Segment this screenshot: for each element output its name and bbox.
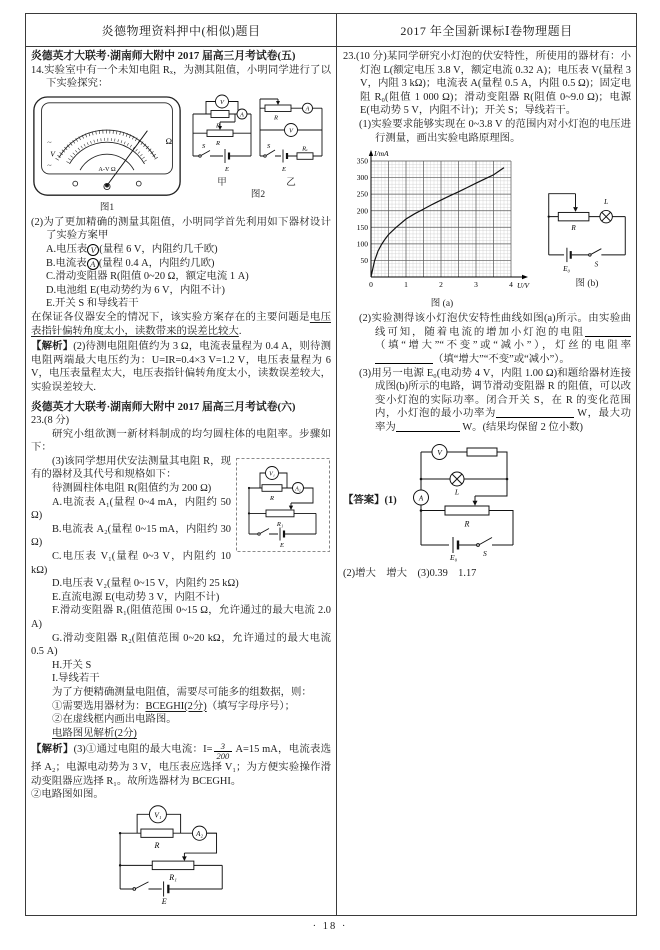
item-r1: F.滑动变阻器 R₁(阻值范围 0~15 Ω，允许通过的最大电流 2.0 A) (31, 605, 331, 630)
selection-blank: ①需要选用器材为：BCEGHI(2分)（填写字母序号）； (52, 700, 296, 712)
question-23-intro: 研究小组欲测一新材料制成的均匀圆柱体的电阻率。步骤如下： (31, 428, 331, 454)
draw-circuit-answer: 电路图见解析(2分) (52, 727, 137, 739)
circuit-yi (255, 94, 327, 189)
figure-a-caption: 图 (a) (430, 299, 454, 310)
circuit-jia-drawing (189, 94, 255, 178)
svg-text:I/mA: I/mA (374, 149, 389, 159)
resistor-r-label: R (154, 840, 160, 850)
answer-label: 【答案】(1) (343, 494, 397, 506)
volt-scale-label: V (50, 149, 55, 159)
question-part-3: (3)用另一电源 E₀(电动势 4 V，内阻 1.00 Ω)和题给器材连接成图(b)所示的电路，调节滑动变阻器 R 的阻值，可以改变小灯泡的实际功率。闭合开关 S，在 R 的变化范围内，小灯泡的最小功率为 W，最大功率为 W。(结果均保留 2 位小数) (359, 367, 632, 433)
battery-e-label: E (161, 897, 167, 906)
item-r2: G.滑动变阻器 R₂(阻值范围 0~20 kΩ，允许通过的最大电流 0.5 A) (31, 632, 331, 658)
ohm-scale-label: Ω (165, 135, 173, 146)
dashed-circuit-drawing (235, 457, 331, 554)
final-answers: (2)增大 增大 (3)0.39 1.17 (343, 567, 477, 579)
blank-resistance (585, 326, 631, 337)
svg-text:250: 250 (356, 189, 368, 199)
battery-label: E (225, 165, 229, 173)
iv-curve-figure (343, 148, 541, 310)
svg-text:200: 200 (356, 206, 368, 216)
answer-circuit-drawing (405, 439, 523, 563)
rheostat-label: R (274, 114, 278, 122)
requirement-line: 为了方便精确测量电阻值，需要尽可能多的组数据，则： (52, 686, 312, 698)
question-23-2017: 23.(10 分)某同学研究小灯泡的伏安特性，所使用的器材有：小灯泡 L(额定电压 3.8 V，额定电流 0.32 A)；电压表 V(量程 3 V，内阻 3 kΩ)；电流表 A(量程 0.5 A，内阻 0.5 Ω)；固定电阻 R₀(阻值 1 000 Ω)；滑动变阻器 R(阻值 0~9.0 Ω)；电源 E(电动势 5 V，内阻不计)；开关 S；导线若干。 (343, 51, 631, 117)
ac-symbol: ~ (47, 137, 52, 147)
switch-s-label: S (483, 548, 487, 558)
solution-circuit-figure (99, 802, 331, 906)
question-14-2: (2)为了更加精确的测量其阻值，小明同学首先利用如下器材设计了实验方案甲 (31, 216, 331, 242)
question-23-3-block (31, 455, 331, 740)
ammeter-symbol: A (418, 494, 424, 502)
ac-symbol-2: ~ (47, 160, 52, 170)
lamp-l-label: L (454, 487, 460, 496)
left-column (26, 47, 337, 915)
figure-2 (189, 94, 327, 201)
dashed-frame-circuit (235, 457, 331, 554)
svg-text:1: 1 (404, 280, 408, 290)
multimeter-figure (31, 94, 183, 214)
ammeter-symbol: A (240, 112, 244, 119)
circuit-yi-drawing (255, 94, 327, 178)
exam-title-6: 炎德英才大联考·湖南师大附中 2017 届高三月考试卷(六) (31, 400, 296, 413)
voltmeter-symbol: V (220, 98, 224, 106)
voltmeter-v1-symbol: V₁ (154, 810, 162, 820)
svg-text:100: 100 (356, 239, 368, 249)
voltmeter-v1-symbol: V₁ (269, 471, 275, 478)
svg-text:350: 350 (356, 156, 368, 166)
ammeter-symbol: A (305, 106, 310, 113)
iv-curve-chart (343, 148, 541, 298)
circled-ammeter-symbol: A (87, 258, 99, 270)
blank-max-power (396, 421, 460, 432)
analysis-2b: ②电路图如图。 (31, 789, 104, 801)
svg-text:0: 0 (369, 280, 373, 290)
switch-label: S (267, 142, 271, 150)
circuit-b-drawing (543, 184, 631, 278)
answer-underlined: 电压表指针偏转角度太小，读数带来的误差比较大 (31, 311, 332, 337)
header-cell-right: 2017 年全国新课标Ⅰ卷物理题目 (400, 23, 573, 38)
right-column (337, 47, 636, 915)
figure-row-right (343, 148, 631, 310)
resistor-r-label: R (270, 494, 274, 502)
circuit-jia (189, 94, 255, 189)
comparison-table (25, 13, 637, 916)
figure-2-caption: 图2 (250, 189, 266, 200)
ammeter-a2-symbol: A₂ (196, 830, 203, 839)
circled-voltmeter-symbol: V (87, 244, 99, 256)
page-number: · 18 · (312, 921, 348, 932)
item-v1: C.电压表 V₁(量程 0~3 V，内阻约 10 kΩ) (31, 551, 231, 576)
item-wires: I.导线若干 (52, 673, 100, 685)
battery-e0-label: E₀ (450, 552, 458, 562)
switch-label: S (202, 142, 206, 150)
ammeter-a2-symbol: A₂ (295, 486, 301, 493)
apparatus-item-a: A.电压表 V (量程 6 V，内阻约几千欧) (46, 243, 218, 255)
battery-label: E (282, 165, 286, 173)
svg-text:4: 4 (509, 280, 513, 290)
battery-e-label: E (280, 541, 284, 549)
circuit-yi-caption: 乙 (286, 177, 296, 188)
switch-s-label: S (594, 260, 599, 269)
svg-text:50: 50 (360, 256, 368, 266)
rheostat-r1-label: R₁ (276, 520, 284, 528)
voltmeter-symbol: V (437, 447, 442, 457)
exam-title-5: 炎德英才大联考·湖南师大附中 2017 届高三月考试卷(五) (31, 50, 296, 62)
item-v2: D.电压表 V₂(量程 0~15 V，内阻约 25 kΩ) (52, 578, 239, 590)
fraction-3-200: $\frac{3}{200}$ (214, 742, 233, 761)
analysis-2: 【解析】(3)①通过电阻的最大电流：I= $\frac{3}{200}$ A=15 mA，电流表选择 A₂；电源电动势为 3 V，电压表应选择 V₁；为方便实验操作滑动变阻器应选择 R₁。故所选器材为 BCEGHI。 (31, 741, 332, 787)
item-r: 待测圆柱体电阻 R(阻值约为 200 Ω) (52, 483, 212, 495)
circuit-jia-caption: 甲 (217, 177, 227, 188)
item-e: E.直流电源 E(电动势 3 V，内阻不计) (52, 591, 220, 603)
apparatus-item-c: C.滑动变阻器 R(阻值 0~20 Ω，额定电流 1 A) (46, 271, 249, 283)
draw-circuit-line: ②在虚线框内画出电路图。 (52, 714, 177, 726)
apparatus-item-b: B.电流表 A (量程 0.4 A，内阻约几欧) (46, 257, 215, 269)
figure-b-caption: 图 (b) (575, 279, 599, 290)
rheostat-label: R (216, 139, 220, 147)
apparatus-item-d: D.电池组 E(电动势约为 6 V，内阻不计) (46, 284, 225, 296)
problem-statement: 在保证各仪器安全的情况下，该实验方案存在的主要问题是电压表指针偏转角度太小，读数带来的误差比较大. (31, 311, 332, 337)
question-part-1: (1)实验要求能够实现在 0~3.8 V 的范围内对小灯泡的电压进行测量，画出实验电路原理图。 (359, 118, 631, 144)
meter-needle (107, 130, 147, 185)
selection-answer: BCEGHI(2分) (145, 700, 207, 712)
item-a2: B.电流表 A₂(量程 0~15 mA，内阻约 30 Ω) (31, 523, 231, 549)
analysis-1: 【解析】(2)待测电阻阻值约为 3 Ω，电流表量程为 0.4 A，则待测电阻两端最大电压约为：U=IR=0.4×3 V=1.2 V，电压表量程为 6 V，电压表量程太大，电压表指针偏转角度太小，读数误差较大，实验误差较大. (31, 341, 331, 393)
svg-text:U/V: U/V (517, 281, 530, 291)
rheostat-r1-label: R₁ (169, 872, 177, 882)
rx-label: Rₓ (302, 145, 308, 153)
svg-text:3: 3 (474, 280, 478, 290)
circuit-b-figure (543, 184, 631, 290)
question-23-head: 23.(8 分) (31, 415, 70, 427)
rheostat-r-label: R (571, 224, 576, 233)
figure-row-1 (31, 94, 331, 214)
question-23-3: (3)该同学想用伏安法测量其电阻 R，现有的器材及其代号和规格如下： (31, 455, 231, 481)
item-a1: A.电流表 A₁(量程 0~4 mA，内阻约 50 Ω) (31, 496, 231, 522)
voltmeter-symbol: V (289, 127, 293, 135)
multimeter-drawing (31, 94, 183, 202)
question-14: 14.实验室中有一个未知电阻 Rₓ，为测其阻值，小明同学进行了以下实验探究： (31, 64, 331, 90)
solution-circuit-drawing (99, 802, 249, 906)
apparatus-item-e: E.开关 S 和导线若干 (46, 298, 139, 310)
header-cell-left: 炎德物理资料押中(相似)题目 (26, 14, 337, 46)
av-ohm-label: A-V Ω (98, 165, 116, 173)
rheostat-r-label: R (464, 519, 470, 528)
figure-1-caption: 图1 (99, 202, 115, 213)
rx-label: Rₓ (216, 122, 222, 130)
table-body (26, 47, 636, 915)
svg-text:150: 150 (356, 223, 368, 233)
battery-e0-label: E₀ (563, 265, 570, 274)
question-part-2: (2)实验测得该小灯泡伏安特性曲线如图(a)所示。由实验曲线可知，随着电流的增加小灯泡的电阻（填“增大”“不变”或“减小”），灯丝的电阻率（填“增大”“不变”或“减小”）。 (359, 313, 631, 365)
item-s: H.开关 S (52, 659, 92, 671)
blank-resistivity (375, 353, 433, 364)
blank-min-power (496, 407, 574, 418)
svg-text:300: 300 (356, 173, 368, 183)
table-header (26, 14, 636, 47)
lamp-l-label: L (604, 198, 609, 207)
answer-block (343, 439, 631, 563)
svg-text:2: 2 (439, 280, 443, 290)
